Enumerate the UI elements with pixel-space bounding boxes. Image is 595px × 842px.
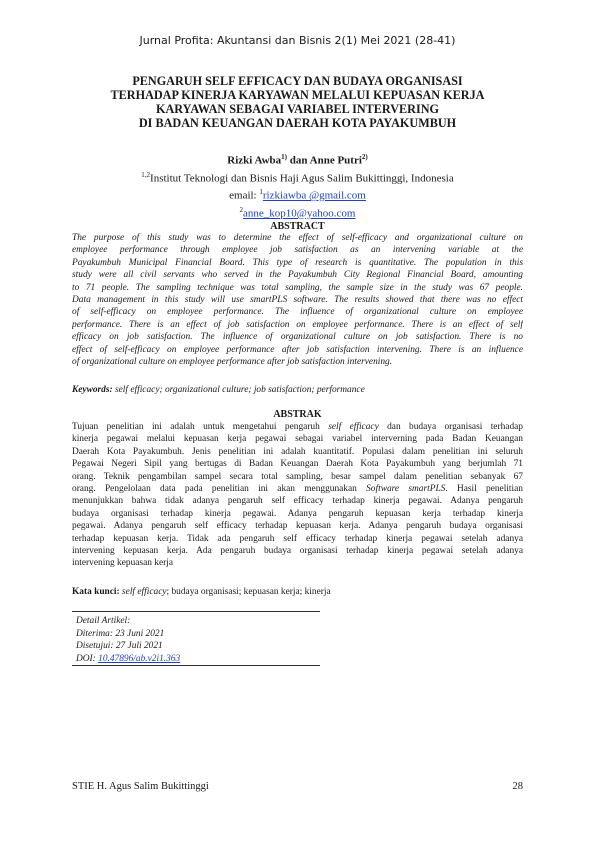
keywords-label: Keywords:: [72, 385, 113, 395]
title-line: TERHADAP KINERJA KARYAWAN MELALUI KEPUASAN KERJA: [110, 88, 485, 102]
abstrak-line: budaya organisasi terhadap kinerja pegawai. Adanya pengaruh kepuasan kerja terhadap kinerja: [72, 508, 523, 519]
abstract-line: Data management in this study will use smartPLS software. The results showed that there was no effect: [72, 295, 523, 306]
title-line: KARYAWAN SEBAGAI VARIABEL INTERVERING: [155, 102, 440, 116]
abstrak-line: Pegawai Negeri Sipil yang bertugas di Badan Keuangan Daerah Kota Payakumbuh yang berjumlah 71: [72, 459, 523, 470]
abstract-heading: ABSTRACT: [270, 221, 325, 232]
detail-heading: Detail Artikel:: [76, 616, 131, 626]
abstrak-heading: ABSTRAK: [273, 409, 322, 420]
abstrak-line: orang. Teknik pengambilan sampel secara total sampling, besar sampel dalam penelitian sebanyak 67: [72, 471, 523, 482]
email-link[interactable]: rizkiawba @gmail.com: [262, 189, 366, 202]
abstrak-text: orang. Pengelolaan data pada penelitian ini akan menggunakan: [72, 484, 367, 495]
author-names: [60, 150, 535, 168]
article-title: [60, 74, 535, 130]
abstract-line: to 71 people. The sampling technique was total sampling, the sample size in the study was 67 people.: [72, 282, 523, 293]
doi-link[interactable]: 10.47896/ab.v2i1.363: [98, 653, 181, 664]
email-link[interactable]: anne_kop10@yahoo.com: [243, 207, 356, 220]
detail-doi: [76, 653, 320, 666]
keywords: [72, 385, 523, 395]
email-sup: 2: [239, 205, 244, 214]
detail-received: Diterima: 23 Juni 2021: [76, 628, 165, 639]
kata-kunci-text: ; budaya organisasi; kepuasan kerja; kinerja: [166, 587, 331, 597]
abstract-indonesian: [72, 421, 523, 570]
abstrak-line: kinerja pegawai melalui kepuasan kerja pegawai sebagai variabel interverning pada Badan Keuangan: [72, 434, 523, 445]
abstrak-italic: Software smartPLS: [366, 484, 446, 495]
abstract-line: The purpose of this study was to determine the effect of self-efficacy and organizational culture on: [72, 233, 523, 243]
abstrak-line: [72, 483, 523, 495]
email-sup: 1: [259, 188, 263, 197]
abstrak-text: Tujuan penelitian ini adalah untuk mengetahui pengaruh: [72, 422, 329, 432]
author-sup: 2): [361, 153, 368, 161]
abstract-english: [72, 232, 523, 368]
abstract-line: Payakumbuh Municipal Financial Board. This type of research is quantitative. The population in this: [72, 257, 523, 268]
abstrak-line: [72, 421, 523, 433]
abstract-line: of self-efficacy on employee performance. The influence of organizational culture on employee: [72, 307, 523, 318]
author-connector: dan: [287, 154, 310, 167]
affiliation-text: Institut Teknologi dan Bisnis Haji Agus Salim Bukittinggi, Indonesia: [150, 172, 454, 185]
email-line: [60, 185, 535, 203]
divider-top: [72, 611, 320, 612]
email-prefix: email:: [229, 189, 260, 202]
abstrak-text: . Hasil penelitian: [445, 484, 523, 495]
title-line: PENGARUH SELF EFFICACY DAN BUDAYA ORGANISASI: [132, 74, 463, 88]
page-number: 28: [512, 781, 523, 792]
kata-kunci-label: Kata kunci:: [72, 587, 120, 597]
abstract-line: of organizational culture on employee performance after job satisfaction intervening.: [72, 357, 393, 368]
article-detail: [76, 615, 320, 665]
affiliation-sup: 1,2: [141, 170, 151, 179]
abstrak-line: menunjukkan bahwa tidak adanya pengaruh self efficacy terhadap kinerja pegawai. Adanya pengaruh: [72, 496, 523, 507]
abstrak-line: intervening kepuasan kerja: [72, 558, 174, 569]
detail-accepted: Disetujui: 27 Juli 2021: [76, 641, 163, 652]
author-block: [60, 150, 535, 221]
abstrak-line: Daerah Kota Payakumbuh. Jenis penelitian ini adalah kuantitatif. Populasi dalam penelitian ini seluruh: [72, 446, 523, 457]
abstrak-line: intervening kepuasan kerja. Ada pengaruh budaya organisasi terhadap kinerja pegawai setelah adanya: [72, 546, 523, 557]
journal-header: Jurnal Profita: Akuntansi dan Bisnis 2(1) Mei 2021 (28-41): [139, 34, 456, 47]
email-line: [60, 203, 535, 221]
footer-institution: STIE H. Agus Salim Bukittinggi: [72, 781, 209, 792]
keywords-text: self efficacy; organizational culture; job satisfaction; performance: [112, 385, 365, 395]
author-name: Rizki Awba: [227, 154, 282, 167]
abstrak-line: terhadap kepuasan kerja. Tidak ada pengaruh self efficacy terhadap kinerja pegawai setelah adanya: [72, 533, 523, 544]
abstrak-text: dan budaya organisasi terhadap: [378, 422, 523, 432]
abstrak-line: pegawai. Adanya pengaruh self efficacy terhadap kepuasan kerja. Adanya pengaruh budaya organisasi: [72, 521, 523, 532]
title-line: DI BADAN KEUANGAN DAERAH KOTA PAYAKUMBUH: [138, 116, 457, 130]
kata-kunci-italic: self efficacy: [119, 587, 167, 597]
affiliation: [60, 168, 535, 186]
doi-label: DOI:: [76, 653, 99, 664]
author-name: Anne Putri: [309, 154, 362, 167]
abstract-line: efficacy on job satisfaction. The influence of organizational culture on job satisfaction. There is no: [72, 332, 523, 343]
abstrak-italic: self efficacy: [328, 422, 379, 432]
abstract-line: employee performance through employee job satisfaction as an intervening variable at the: [72, 245, 523, 256]
abstract-line: performance. There is an effect of job satisfaction on employee performance. There is an effect of self: [72, 319, 523, 330]
abstract-line: effect of self-efficacy on employee performance after job satisfaction intervening. There is an influence: [72, 344, 523, 355]
author-sup: 1): [281, 153, 287, 161]
abstract-line: study were all civil servants who served in the Payakumbuh City Regional Financial Board, amounting: [72, 270, 523, 281]
kata-kunci: [72, 587, 523, 597]
divider-bottom: [72, 665, 320, 666]
